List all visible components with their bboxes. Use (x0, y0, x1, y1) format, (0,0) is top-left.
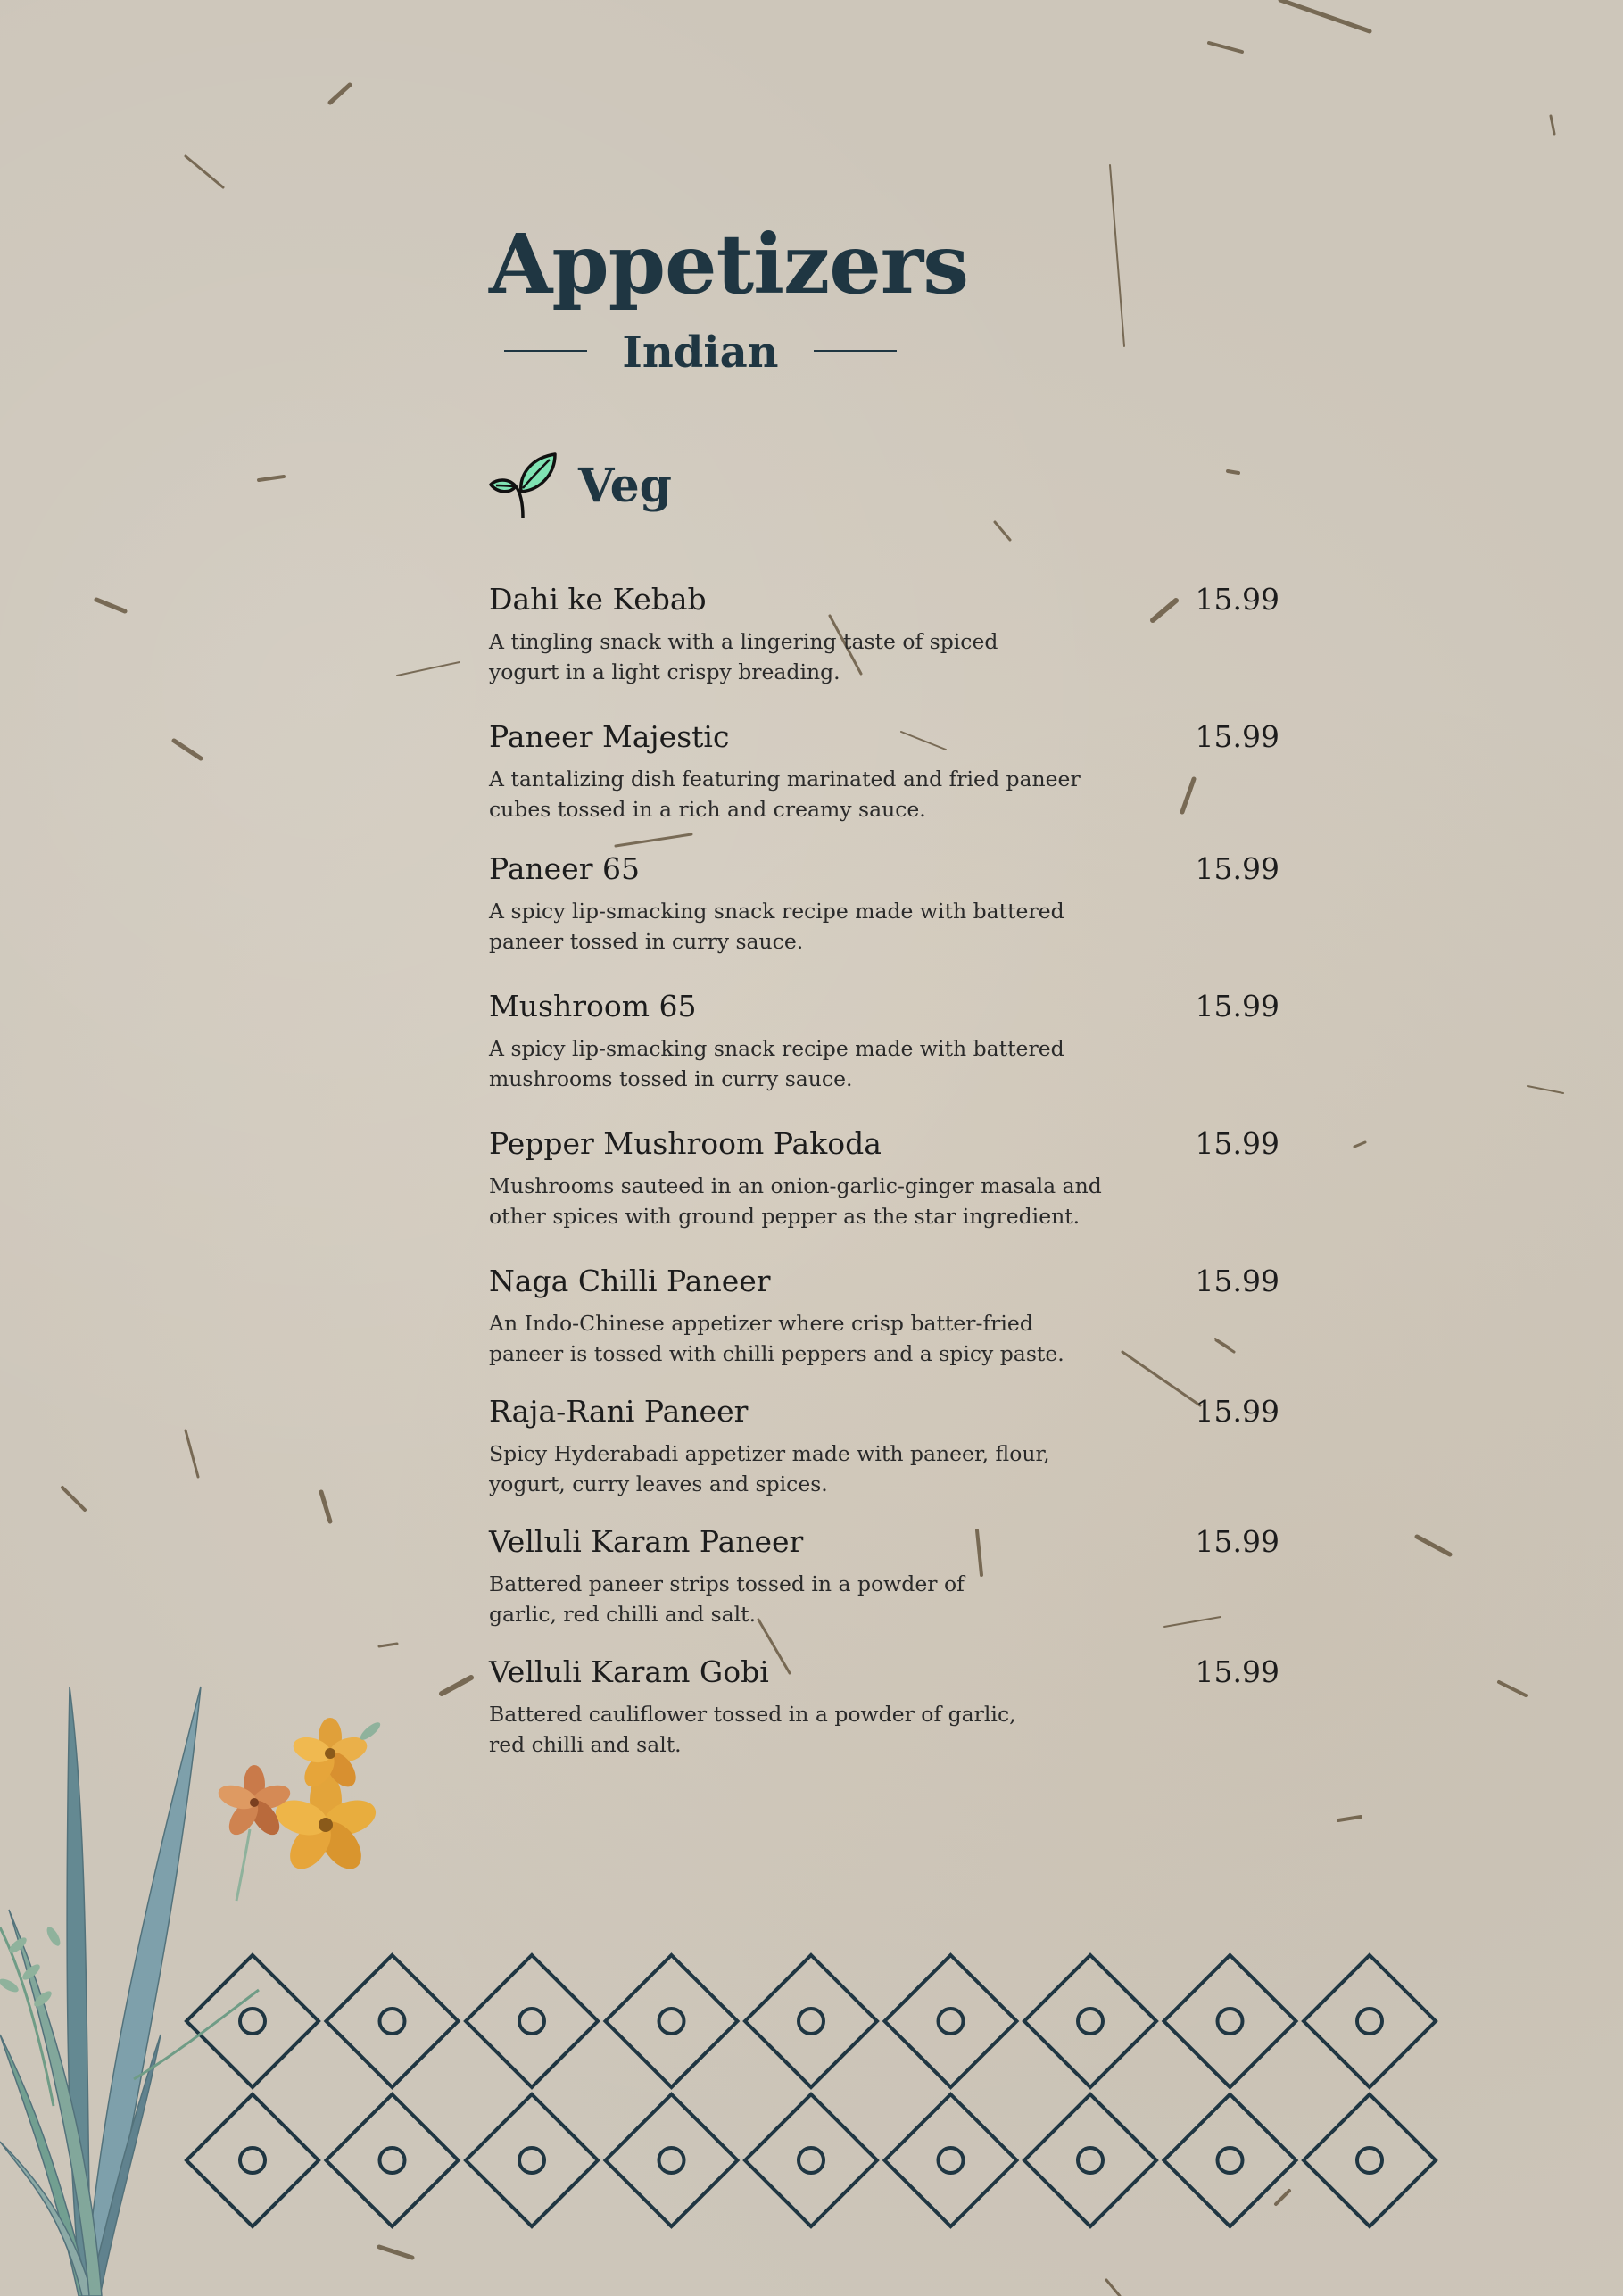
diamond-center-circle (799, 2009, 824, 2034)
sprout-icon (489, 451, 557, 518)
item-name: Velluli Karam Gobi (489, 1654, 769, 1689)
diamond-center-circle (1218, 2009, 1243, 2034)
diamond-shape (745, 2094, 877, 2226)
item-name: Velluli Karam Paneer (489, 1524, 804, 1559)
item-description: Mushrooms sauteed in an onion-garlic-ginger masala and other spices with ground pepper as the star ingredient. (489, 1173, 1102, 1229)
diamond-center-circle (1357, 2009, 1382, 2034)
item-name: Pepper Mushroom Pakoda (489, 1126, 882, 1161)
diamond-shape (885, 2094, 1017, 2226)
item-price: 15.99 (1195, 1264, 1279, 1298)
subtitle-block (504, 326, 897, 379)
diamond-shape (745, 1955, 877, 2087)
diamond-center-circle (799, 2148, 824, 2173)
item-description: Battered paneer strips tossed in a powder of garlic, red chilli and salt. (489, 1571, 965, 1627)
item-name: Mushroom 65 (489, 989, 697, 1024)
item-description: A spicy lip-smacking snack recipe made with battered mushrooms tossed in curry sauce. (489, 1036, 1064, 1091)
page-title: Appetizers (489, 216, 969, 312)
diamond-center-circle (659, 2009, 684, 2034)
item-name: Raja-Rani Paneer (489, 1394, 749, 1429)
item-price: 15.99 (1195, 1126, 1279, 1161)
diamond-center-circle (1218, 2148, 1243, 2173)
diamond-shape (1304, 2094, 1436, 2226)
diamond-shape (1304, 1955, 1436, 2087)
item-name: Dahi ke Kebab (489, 582, 707, 617)
diamond-shape (1024, 2094, 1156, 2226)
item-description: Spicy Hyderabadi appetizer made with paneer, flour, yogurt, curry leaves and spices. (489, 1441, 1050, 1496)
item-name: Naga Chilli Paneer (489, 1264, 771, 1298)
diamond-center-circle (1078, 2148, 1103, 2173)
item-name: Paneer Majestic (489, 719, 730, 754)
item-price: 15.99 (1195, 851, 1279, 886)
item-description: A tantalizing dish featuring marinated and fried paneer cubes tossed in a rich and creamy sauce. (489, 767, 1081, 822)
diamond-shape (1164, 1955, 1296, 2087)
page-subtitle: Indian (622, 327, 779, 377)
subtitle-rule-right (814, 350, 897, 352)
diamond-center-circle (519, 2009, 544, 2034)
diamond-shape (1024, 1955, 1156, 2087)
diamond-shape (606, 2094, 738, 2226)
item-description: A spicy lip-smacking snack recipe made with battered paneer tossed in curry sauce. (489, 899, 1064, 954)
diamond-center-circle (939, 2148, 964, 2173)
section-label: Veg (578, 459, 673, 513)
item-price: 15.99 (1195, 719, 1279, 754)
item-description: An Indo-Chinese appetizer where crisp batter-fried paneer is tossed with chilli peppers and a spicy paste. (489, 1311, 1064, 1366)
diamond-center-circle (1078, 2009, 1103, 2034)
diamond-shape (885, 1955, 1017, 2087)
diamond-shape (466, 1955, 598, 2087)
item-name: Paneer 65 (489, 851, 640, 886)
item-description: Battered cauliflower tossed in a powder of garlic, red chilli and salt. (489, 1702, 1016, 1757)
item-description: A tingling snack with a lingering taste of spiced yogurt in a light crispy breading. (489, 629, 998, 684)
item-price: 15.99 (1195, 1524, 1279, 1559)
diamond-center-circle (1357, 2148, 1382, 2173)
diamond-center-circle (939, 2009, 964, 2034)
item-price: 15.99 (1195, 1394, 1279, 1429)
diamond-center-circle (659, 2148, 684, 2173)
diamond-shape (1164, 2094, 1296, 2226)
botanical-illustration (0, 1678, 410, 2296)
item-price: 15.99 (1195, 582, 1279, 617)
item-price: 15.99 (1195, 989, 1279, 1024)
diamond-shape (606, 1955, 738, 2087)
diamond-shape (466, 2094, 598, 2226)
item-price: 15.99 (1195, 1654, 1279, 1689)
diamond-center-circle (519, 2148, 544, 2173)
